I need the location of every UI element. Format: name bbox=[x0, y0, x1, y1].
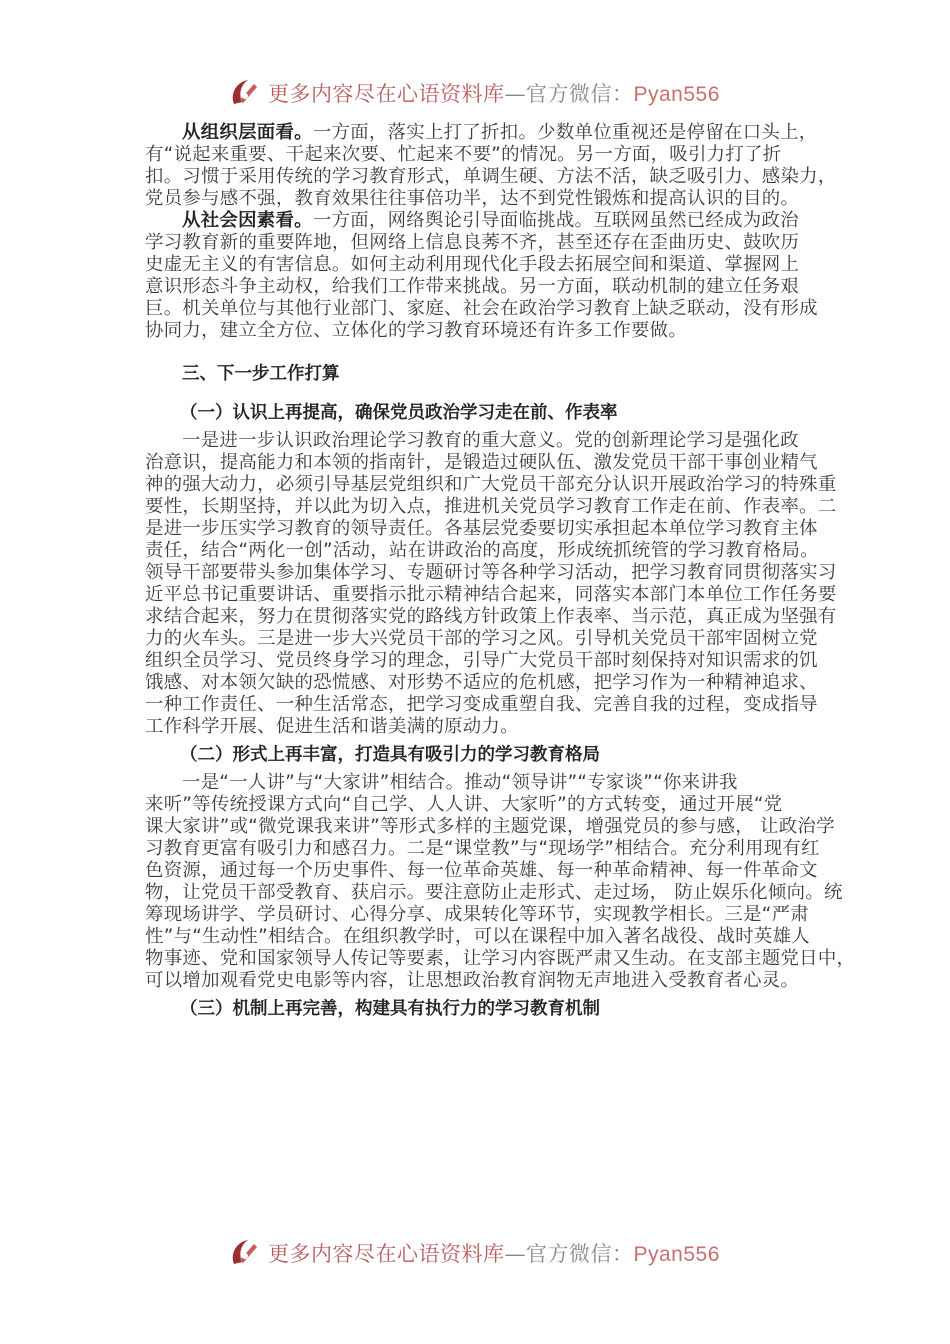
line-text: 物，让党员干部受教育、获启示。要注意防止走形式、走过场， 防止娱乐化倾向。统 bbox=[145, 882, 843, 903]
line-text: 物事迹、党和国家领导人传记等要素，让学习内容既严肃又生动。在支部主题党日中， bbox=[145, 948, 856, 969]
paragraph-society bbox=[145, 210, 825, 342]
line-text: 筹现场讲学、学员研讨、心得分享、成果转化等环节，实现教学相长。三是“严肃 bbox=[145, 904, 810, 925]
text-line bbox=[145, 672, 825, 694]
text-line bbox=[145, 474, 837, 496]
paragraph-organization bbox=[145, 122, 837, 210]
paragraph-sub2 bbox=[145, 772, 856, 992]
text-line bbox=[145, 816, 835, 838]
text-line bbox=[145, 772, 825, 794]
text-line bbox=[145, 276, 825, 298]
pen-logo-icon bbox=[228, 76, 262, 110]
lead-phrase: 从社会因素看。 bbox=[182, 210, 313, 231]
text-line bbox=[145, 948, 856, 970]
text-line bbox=[145, 716, 825, 738]
line-text: 一是“一人讲”与“大家讲”相结合。推动“领导讲”“专家谈”“你来讲我 bbox=[182, 772, 738, 793]
text-line bbox=[145, 794, 825, 816]
line-text: 一是进一步认识政治理论学习教育的重大意义。党的创新理论学习是强化政 bbox=[182, 430, 799, 451]
line-text: 有“说起来重要、干起来次要、忙起来不要”的情况。另一方面，吸引力打了折 bbox=[145, 144, 782, 165]
line-text: 史虚无主义的有害信息。如何主动利用现代化手段去拓展空间和渠道、掌握网上 bbox=[145, 254, 800, 275]
line-text: 力的火车头。三是进一步大兴党员干部的学习之风。引导机关党员干部牢固树立党 bbox=[145, 628, 818, 649]
text-line bbox=[145, 540, 825, 562]
line-text: 色资源，通过每一个历史事件、每一位革命英雄、每一种革命精神、每一件革命文 bbox=[145, 860, 818, 881]
watermark-text: 更多内容尽在心语资料库—官方微信：Pyan556 bbox=[268, 82, 720, 106]
line-text: 要性，长期坚持，并以此为切入点，推进机关党员学习教育工作走在前、作表率。二 bbox=[145, 496, 837, 517]
text-line bbox=[145, 496, 837, 518]
text-line bbox=[145, 926, 825, 948]
text-line bbox=[145, 838, 825, 860]
line-text: 一方面，网络舆论引导面临挑战。互联网虽然已经成为政治 bbox=[312, 210, 799, 231]
line-text: 责任，结合“两化一创”活动，站在讲政治的高度，形成统抓统管的学习教育格局。 bbox=[145, 540, 819, 561]
text-line bbox=[145, 518, 825, 540]
text-line bbox=[145, 860, 825, 882]
line-text: 来听”等传统授课方式向“自己学、人人讲、大家听”的方式转变，通过开展“党 bbox=[145, 794, 783, 815]
line-text: 组织全员学习、党员终身学习的理念，引导广大党员干部时刻保持对知识需求的饥 bbox=[145, 650, 818, 671]
text-line bbox=[145, 188, 825, 210]
line-text: 党员参与感不强，教育效果往往事倍功半，达不到党性锻炼和提高认识的目的。 bbox=[145, 188, 800, 209]
text-line bbox=[145, 452, 825, 474]
line-text: 工作科学开展、促进生活和谐美满的原动力。 bbox=[145, 716, 519, 737]
line-text: 饿感、对本领欠缺的恐慌感、对形势不适应的危机感，把学习作为一种精神追求、 bbox=[145, 672, 818, 693]
line-text: 求结合起来，努力在贯彻落实党的路线方针政策上作表率、当示范，真正成为坚强有 bbox=[145, 606, 837, 627]
line-text: 神的强大动力，必须引导基层党组织和广大党员干部充分认识开展政治学习的特殊重 bbox=[145, 474, 837, 495]
pen-logo-icon bbox=[228, 1236, 262, 1270]
line-text: 近平总书记重要讲话、重要指示批示精神结合起来，同落实本部门本单位工作任务要 bbox=[145, 584, 837, 605]
text-line bbox=[145, 882, 843, 904]
line-text: 是进一步压实学习教育的领导责任。各基层党委要切实承担起本单位学习教育主体 bbox=[145, 518, 818, 539]
text-line bbox=[145, 166, 837, 188]
line-text: 习教育更富有吸引力和感召力。二是“课堂教”与“现场学”相结合。充分利用现有红 bbox=[145, 838, 820, 859]
lead-phrase: 从组织层面看。 bbox=[182, 122, 313, 143]
text-line bbox=[145, 628, 825, 650]
line-text: 学习教育新的重要阵地，但网络上信息良莠不齐，甚至还存在歪曲历史、鼓吹历 bbox=[145, 232, 800, 253]
text-line bbox=[145, 232, 825, 254]
text-line bbox=[145, 904, 825, 926]
line-text: 可以增加观看党史电影等内容，让思想政治教育润物无声地进入受教育者心灵。 bbox=[145, 970, 800, 991]
text-line bbox=[145, 430, 825, 452]
line-text: 意识形态斗争主动权，给我们工作带来挑战。另一方面，联动机制的建立任务艰 bbox=[145, 276, 800, 297]
text-line bbox=[145, 210, 825, 232]
paragraph-sub1 bbox=[145, 430, 837, 738]
text-line bbox=[145, 298, 825, 320]
line-text: 性”与“生动性”相结合。在组织教学时，可以在课程中加入著名战役、战时英雄人 bbox=[145, 926, 810, 947]
line-text: 协同力，建立全方位、立体化的学习教育环境还有许多工作要做。 bbox=[145, 320, 688, 341]
subheading-2: （二）形式上再丰富，打造具有吸引力的学习教育格局 bbox=[180, 745, 600, 765]
line-text: 扣。习惯于采用传统的学习教育形式，单调生硬、方法不活，缺乏吸引力、感染力， bbox=[145, 166, 837, 187]
text-line bbox=[145, 694, 825, 716]
text-line bbox=[145, 606, 837, 628]
text-line bbox=[145, 144, 825, 166]
text-line bbox=[145, 970, 825, 992]
line-text: 一方面，落实上打了折扣。少数单位重视还是停留在口头上， bbox=[312, 122, 818, 143]
section-heading: 三、下一步工作打算 bbox=[182, 364, 340, 384]
subheading-3: （三）机制上再完善，构建具有执行力的学习教育机制 bbox=[180, 999, 600, 1019]
text-line bbox=[145, 320, 825, 342]
line-text: 治意识，提高能力和本领的指南针，是锻造过硬队伍、激发党员干部干事创业精气 bbox=[145, 452, 818, 473]
header-watermark bbox=[228, 73, 720, 113]
watermark-text: 更多内容尽在心语资料库—官方微信：Pyan556 bbox=[268, 1242, 720, 1266]
footer-watermark bbox=[228, 1233, 720, 1273]
line-text: 领导干部要带头参加集体学习、专题研讨等各种学习活动，把学习教育同贯彻落实习 bbox=[145, 562, 837, 583]
subheading-1: （一）认识上再提高，确保党员政治学习走在前、作表率 bbox=[180, 403, 618, 423]
text-line bbox=[145, 584, 837, 606]
line-text: 巨。机关单位与其他行业部门、家庭、社会在政治学习教育上缺乏联动，没有形成 bbox=[145, 298, 818, 319]
text-line bbox=[145, 122, 825, 144]
line-text: 一种工作责任、一种生活常态，把学习变成重塑自我、完善自我的过程，变成指导 bbox=[145, 694, 818, 715]
line-text: 课大家讲”或“微党课我来讲”等形式多样的主题党课，增强党员的参与感， 让政治学 bbox=[145, 816, 835, 837]
text-line bbox=[145, 254, 825, 276]
text-line bbox=[145, 650, 825, 672]
text-line bbox=[145, 562, 837, 584]
